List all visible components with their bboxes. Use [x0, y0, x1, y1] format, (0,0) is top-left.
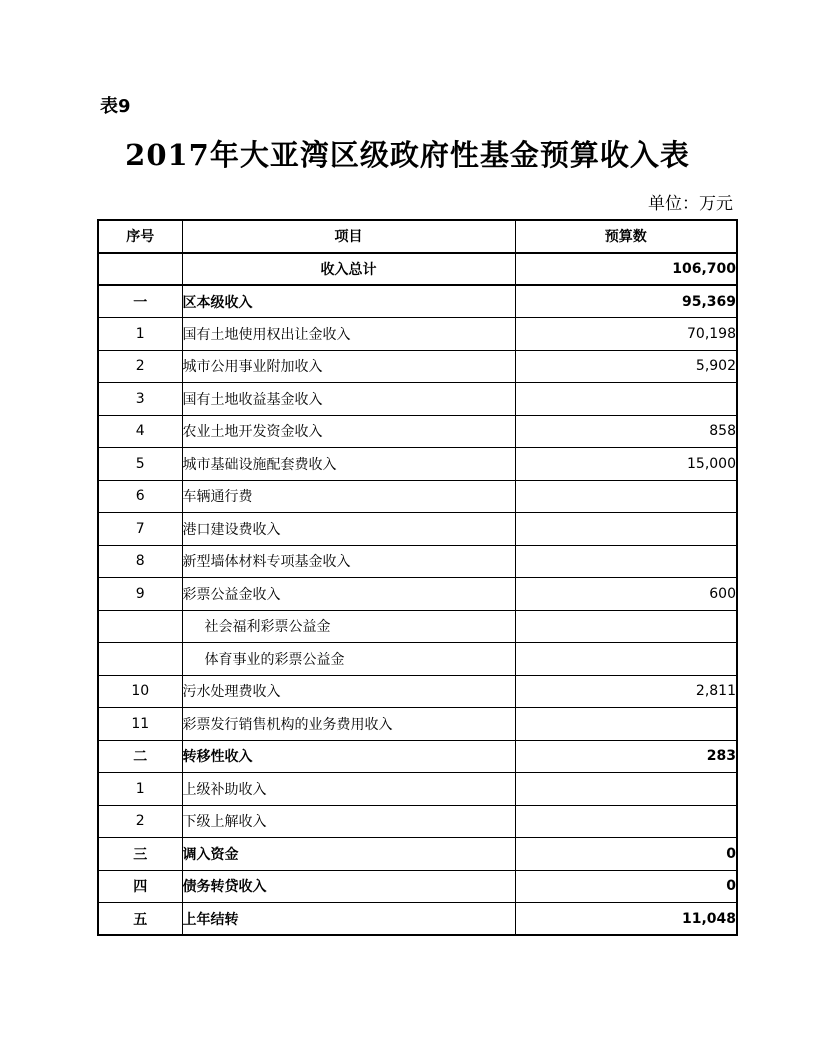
row-amount [515, 545, 737, 578]
row-item: 彩票公益金收入 [182, 578, 515, 611]
row-item: 港口建设费收入 [182, 513, 515, 546]
row-amount [515, 383, 737, 416]
row-seq [98, 253, 182, 286]
table-row [98, 545, 737, 578]
table-row [98, 253, 737, 286]
row-seq: 6 [98, 480, 182, 513]
row-amount: 15,000 [515, 448, 737, 481]
table-row [98, 480, 737, 513]
row-seq: 2 [98, 350, 182, 383]
table-row [98, 708, 737, 741]
header-row [98, 220, 737, 253]
table-row [98, 805, 737, 838]
row-item: 转移性收入 [182, 740, 515, 773]
row-item: 债务转贷收入 [182, 870, 515, 903]
row-item: 社会福利彩票公益金 [182, 610, 515, 643]
row-seq: 一 [98, 285, 182, 318]
row-seq [98, 610, 182, 643]
row-amount: 5,902 [515, 350, 737, 383]
unit-label: 单位：万元 [648, 194, 733, 214]
row-item: 上年结转 [182, 903, 515, 936]
row-amount [515, 805, 737, 838]
row-item: 调入资金 [182, 838, 515, 871]
header-seq: 序号 [98, 220, 182, 253]
row-amount: 0 [515, 838, 737, 871]
row-item: 国有土地收益基金收入 [182, 383, 515, 416]
row-seq: 10 [98, 675, 182, 708]
row-seq: 2 [98, 805, 182, 838]
row-amount: 283 [515, 740, 737, 773]
row-amount: 600 [515, 578, 737, 611]
table-row [98, 285, 737, 318]
table-row [98, 838, 737, 871]
row-amount [515, 480, 737, 513]
table-row [98, 870, 737, 903]
row-amount [515, 610, 737, 643]
table-row [98, 773, 737, 806]
row-seq: 8 [98, 545, 182, 578]
row-amount: 11,048 [515, 903, 737, 936]
row-item: 车辆通行费 [182, 480, 515, 513]
row-amount: 95,369 [515, 285, 737, 318]
row-amount [515, 773, 737, 806]
row-item: 下级上解收入 [182, 805, 515, 838]
row-seq [98, 643, 182, 676]
row-item: 城市基础设施配套费收入 [182, 448, 515, 481]
document-title: 2017年大亚湾区级政府性基金预算收入表 [125, 138, 690, 172]
row-amount [515, 708, 737, 741]
row-item: 体育事业的彩票公益金 [182, 643, 515, 676]
row-item: 农业土地开发资金收入 [182, 415, 515, 448]
row-amount [515, 643, 737, 676]
row-item: 城市公用事业附加收入 [182, 350, 515, 383]
budget-table [97, 219, 738, 936]
row-seq: 9 [98, 578, 182, 611]
header-amount: 预算数 [515, 220, 737, 253]
table-row [98, 350, 737, 383]
row-item: 新型墙体材料专项基金收入 [182, 545, 515, 578]
row-seq: 三 [98, 838, 182, 871]
table-row [98, 415, 737, 448]
budget-table-body [98, 253, 737, 936]
table-row [98, 448, 737, 481]
table-row [98, 903, 737, 936]
row-amount: 70,198 [515, 318, 737, 351]
row-item: 彩票发行销售机构的业务费用收入 [182, 708, 515, 741]
table-row [98, 383, 737, 416]
table-row [98, 740, 737, 773]
row-amount [515, 513, 737, 546]
table-row [98, 610, 737, 643]
row-seq: 7 [98, 513, 182, 546]
header-item: 项目 [182, 220, 515, 253]
row-seq: 四 [98, 870, 182, 903]
row-item: 国有土地使用权出让金收入 [182, 318, 515, 351]
row-seq: 5 [98, 448, 182, 481]
row-item: 收入总计 [182, 253, 515, 286]
row-amount: 2,811 [515, 675, 737, 708]
table-row [98, 675, 737, 708]
row-amount: 858 [515, 415, 737, 448]
row-item: 污水处理费收入 [182, 675, 515, 708]
table-row [98, 318, 737, 351]
row-seq: 二 [98, 740, 182, 773]
table-row [98, 578, 737, 611]
row-item: 上级补助收入 [182, 773, 515, 806]
row-seq: 4 [98, 415, 182, 448]
row-seq: 五 [98, 903, 182, 936]
row-amount: 106,700 [515, 253, 737, 286]
table-number-label: 表9 [100, 96, 131, 117]
row-seq: 1 [98, 773, 182, 806]
row-seq: 11 [98, 708, 182, 741]
row-seq: 1 [98, 318, 182, 351]
table-row [98, 643, 737, 676]
row-item: 区本级收入 [182, 285, 515, 318]
row-seq: 3 [98, 383, 182, 416]
row-amount: 0 [515, 870, 737, 903]
table-row [98, 513, 737, 546]
